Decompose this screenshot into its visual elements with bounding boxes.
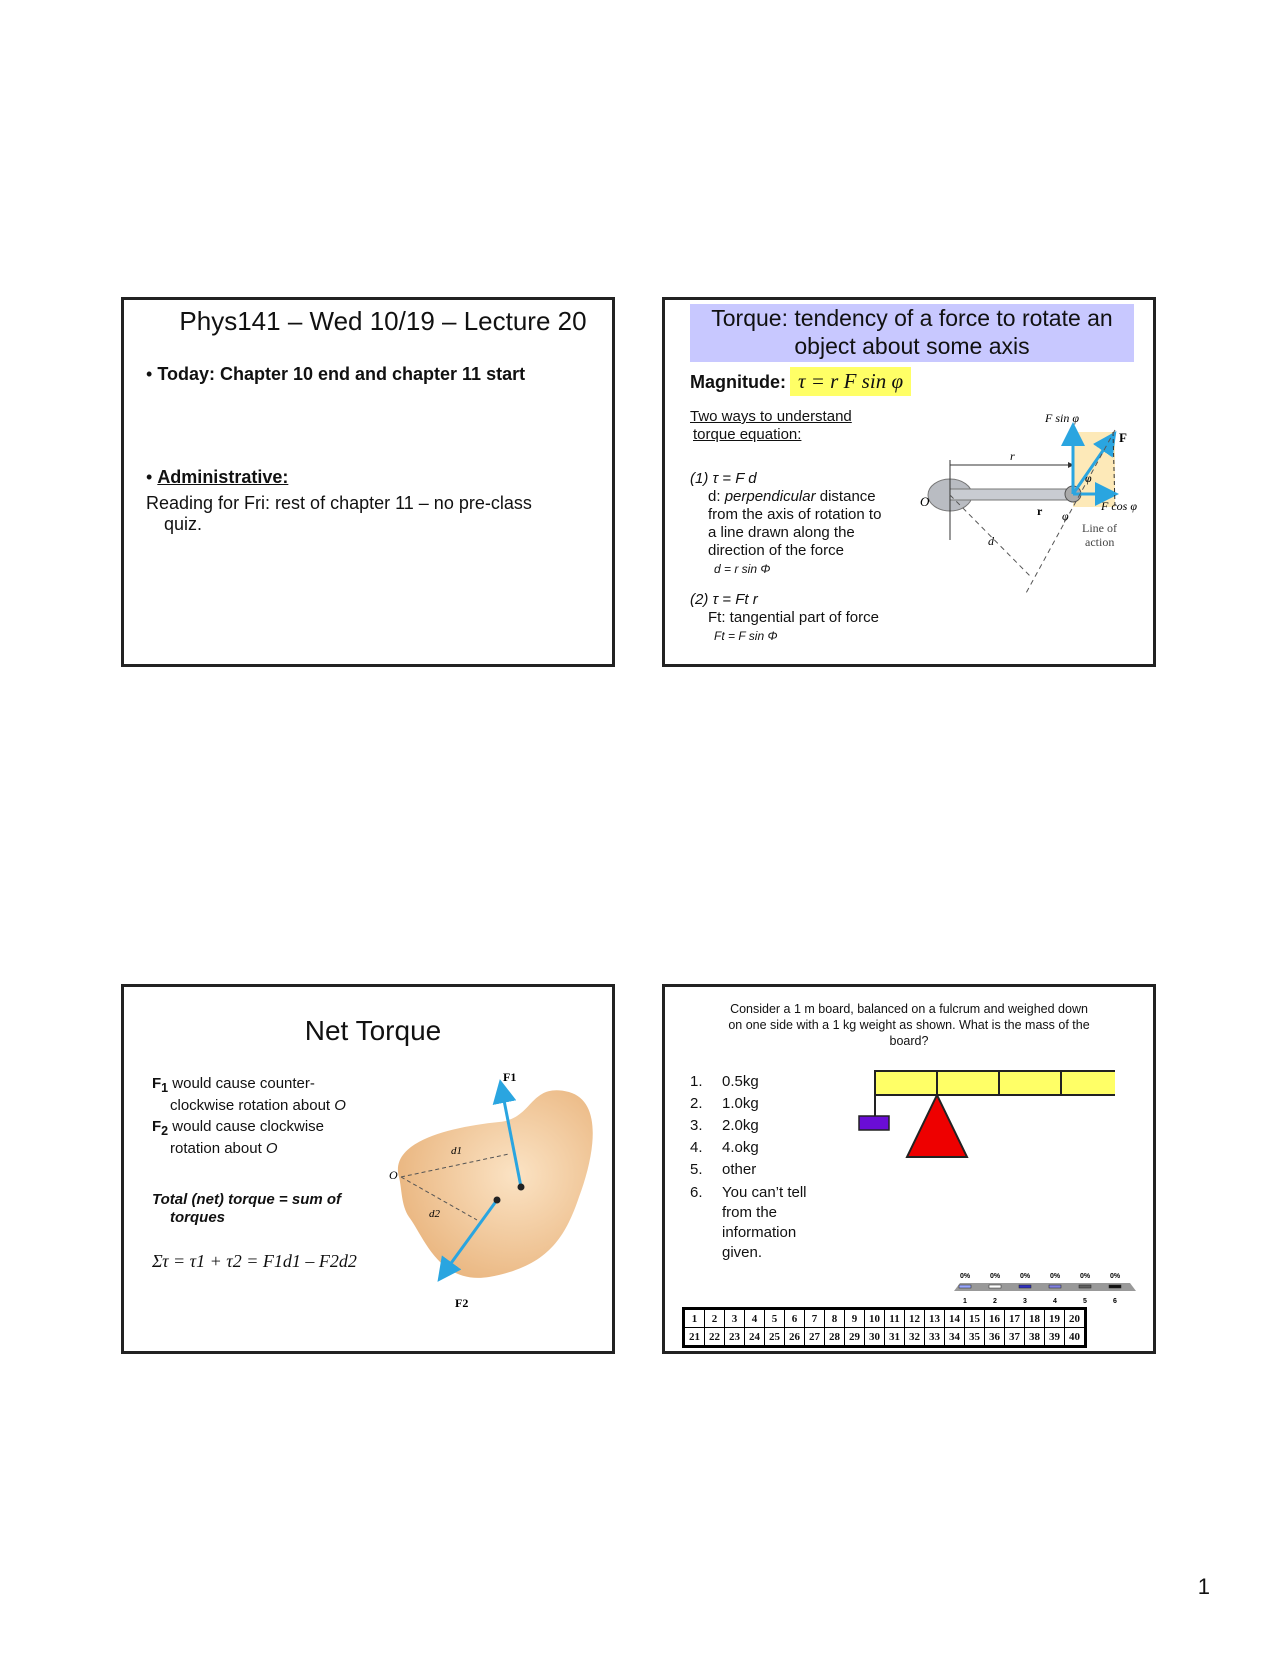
way1-label: (1) τ = F d (690, 470, 757, 487)
grid-cell: 40 (1065, 1328, 1085, 1346)
grid-cell: 37 (1005, 1328, 1025, 1346)
slide-net-torque (121, 984, 615, 1354)
grid-cell: 27 (805, 1328, 825, 1346)
question-line: on one side with a 1 kg weight as shown. What is the mass of the (728, 1018, 1090, 1032)
poll-label: 4 (1053, 1298, 1057, 1305)
poll-label: 1 (963, 1298, 967, 1305)
grid-cell: 7 (805, 1310, 825, 1328)
total-line: torques (170, 1209, 226, 1226)
page-number: 1 (1197, 1574, 1210, 1599)
poll-label: 2 (993, 1298, 997, 1305)
way1-desc-line: a line drawn along the (708, 524, 855, 541)
board-fulcrum-figure (845, 1067, 1115, 1167)
poll-base (954, 1283, 1136, 1291)
wrench-handle (950, 489, 1073, 500)
grid-cell: 9 (845, 1310, 865, 1328)
label-phi-2: φ (1062, 509, 1069, 523)
option-number: 2. (690, 1095, 703, 1112)
label-fcos: F cos φ (1101, 499, 1137, 513)
grid-cell: 38 (1025, 1328, 1045, 1346)
label-o: O (389, 1168, 398, 1182)
magnitude-label: Magnitude: (690, 372, 786, 392)
slide-title: Phys141 – Wed 10/19 – Lecture 20 (179, 306, 587, 336)
option-row (690, 1137, 840, 1159)
grid-cell: 16 (985, 1310, 1005, 1328)
grid-cell: 33 (925, 1328, 945, 1346)
label-phi: φ (1085, 471, 1092, 485)
grid-cell: 13 (925, 1310, 945, 1328)
title-line: Torque: tendency of a force to rotate an (711, 305, 1113, 331)
grid-cell: 15 (965, 1310, 985, 1328)
grid-cell: 25 (765, 1328, 785, 1346)
option-number: 6. (690, 1184, 703, 1201)
total-torque-statement (152, 1191, 341, 1227)
grid-cell: 36 (985, 1328, 1005, 1346)
f2-point (494, 1197, 501, 1204)
grid-row (685, 1310, 1085, 1328)
grid-cell: 14 (945, 1310, 965, 1328)
reading-line: quiz. (164, 514, 203, 534)
poll-percent: 0% (1109, 1273, 1121, 1280)
f1-point (518, 1184, 525, 1191)
way1-desc-line: direction of the force (708, 542, 844, 559)
grid-cell: 18 (1025, 1310, 1045, 1328)
irregular-body-figure (369, 1067, 609, 1317)
title-line: object about some axis (794, 333, 1030, 359)
label-f2: F2 (455, 1296, 469, 1310)
poll-bar (989, 1285, 1001, 1288)
poll-bar (1019, 1285, 1031, 1288)
grid-cell: 22 (705, 1328, 725, 1346)
f2-text: would cause clockwise (168, 1118, 325, 1135)
label-d: d (988, 534, 994, 548)
grid-cell: 2 (705, 1310, 725, 1328)
way2-formula: Ft = F sin Φ (714, 629, 778, 643)
net-torque-formula: Στ = τ1 + τ2 = F1d1 – F2d2 (152, 1251, 357, 1271)
magnitude-formula: τ = r F sin φ (790, 367, 911, 396)
grid-cell: 31 (885, 1328, 905, 1346)
poll-bar (1079, 1285, 1091, 1288)
ways-heading (690, 408, 852, 444)
bullet-today (146, 364, 525, 385)
poll-label: 5 (1083, 1298, 1087, 1305)
grid-cell: 1 (685, 1310, 705, 1328)
way1-desc-rest: distance (815, 488, 876, 505)
option-text: 1.0kg (722, 1095, 759, 1112)
way1-desc-prefix: d: (708, 488, 725, 505)
grid-cell: 12 (905, 1310, 925, 1328)
f2-description (152, 1118, 324, 1158)
grid-cell: 30 (865, 1328, 885, 1346)
grid-cell: 23 (725, 1328, 745, 1346)
question-line: board? (889, 1034, 929, 1048)
weight-block (859, 1116, 889, 1130)
poll-percent: 0% (959, 1273, 971, 1280)
grid-cell: 8 (825, 1310, 845, 1328)
label-d1: d1 (451, 1145, 462, 1157)
poll-percent: 0% (1019, 1273, 1031, 1280)
reading-line: Reading for Fri: rest of chapter 11 – no pre-class (146, 493, 532, 513)
way1-desc-line: from the axis of rotation to (708, 506, 882, 523)
bullet-dot: • (146, 467, 158, 487)
answer-options (690, 1071, 840, 1263)
way-1 (690, 470, 881, 578)
grid-cell: 6 (785, 1310, 805, 1328)
question-text (685, 1001, 1133, 1049)
label-r-top: r (1010, 449, 1015, 463)
way1-formula: d = r sin Φ (714, 562, 771, 576)
label-fsin: F sin φ (1045, 411, 1079, 425)
grid-cell: 34 (945, 1328, 965, 1346)
poll-bar (1049, 1285, 1061, 1288)
bullet-administrative (146, 467, 288, 488)
fulcrum (907, 1095, 967, 1157)
option-row (690, 1093, 840, 1115)
grid-cell: 5 (765, 1310, 785, 1328)
grid-cell: 20 (1065, 1310, 1085, 1328)
grid-cell: 35 (965, 1328, 985, 1346)
slide-board-question (662, 984, 1156, 1354)
option-number: 5. (690, 1161, 703, 1178)
grid-cell: 10 (865, 1310, 885, 1328)
poll-percent: 0% (989, 1273, 1001, 1280)
option-text: 0.5kg (722, 1073, 759, 1090)
label-o: O (920, 494, 930, 509)
poll-bar (1109, 1285, 1121, 1288)
grid-cell: 24 (745, 1328, 765, 1346)
ways-line: Two ways to understand (690, 408, 852, 425)
f1-description (152, 1075, 346, 1115)
grid-cell: 26 (785, 1328, 805, 1346)
label-r-vector: r (1037, 504, 1043, 518)
grid-cell: 3 (725, 1310, 745, 1328)
reading-note (146, 493, 532, 535)
grid-cell: 32 (905, 1328, 925, 1346)
option-text: 4.okg (722, 1139, 759, 1156)
label-f1: F1 (503, 1070, 517, 1084)
f1-symbol: $F_1$ (152, 1075, 169, 1095)
poll-label: 6 (1113, 1298, 1117, 1305)
option-text: other (722, 1161, 757, 1178)
label-line-of: Line of (1082, 521, 1117, 535)
bullet-dot: • (146, 364, 158, 384)
poll-bar (959, 1285, 971, 1288)
way1-desc-italic: perpendicular (724, 488, 816, 505)
grid-row (685, 1328, 1085, 1346)
way-2 (690, 591, 879, 645)
option-row (690, 1115, 840, 1137)
grid-cell: 28 (825, 1328, 845, 1346)
response-grid (684, 1309, 1085, 1346)
grid-cell: 17 (1005, 1310, 1025, 1328)
grid-cell: 21 (685, 1328, 705, 1346)
f1-text: would cause counter- (168, 1075, 315, 1092)
bullet-text: Administrative: (157, 467, 289, 487)
poll-percent: 0% (1079, 1273, 1091, 1280)
board (875, 1071, 1115, 1095)
f2-symbol: $F_2$ (152, 1118, 169, 1138)
bullet-text: Today: Chapter 10 end and chapter 11 start (157, 364, 526, 384)
grid-cell: 39 (1045, 1328, 1065, 1346)
f2-text: rotation about (170, 1140, 266, 1157)
total-line: Total (net) torque = sum of (152, 1191, 342, 1208)
grid-cell: 4 (745, 1310, 765, 1328)
o-symbol: O (265, 1140, 278, 1157)
label-d2: d2 (429, 1208, 440, 1220)
ways-line: torque equation: (693, 426, 802, 443)
option-text: 2.0kg (722, 1117, 759, 1134)
grid-cell: 19 (1045, 1310, 1065, 1328)
option-row (690, 1071, 840, 1093)
option-number: 1. (690, 1073, 703, 1090)
option-row (690, 1183, 840, 1263)
slide-title: Net Torque (304, 1015, 442, 1046)
slide-torque (662, 297, 1156, 667)
option-number: 3. (690, 1117, 703, 1134)
option-number: 4. (690, 1139, 703, 1156)
slide-lecture-title (121, 297, 615, 667)
label-f: F (1119, 430, 1127, 445)
f1-text: clockwise rotation about (170, 1097, 335, 1114)
wrench-torque-figure (915, 410, 1140, 600)
grid-cell: 29 (845, 1328, 865, 1346)
poll-label: 3 (1023, 1298, 1027, 1305)
response-poll-chart (950, 1269, 1140, 1309)
grid-cell: 11 (885, 1310, 905, 1328)
label-action: action (1085, 535, 1115, 549)
way1-description (690, 488, 881, 560)
way2-description: Ft: tangential part of force (708, 609, 879, 626)
question-line: Consider a 1 m board, balanced on a fulcrum and weighed down (730, 1002, 1088, 1016)
slide-title (690, 304, 1134, 362)
way2-label: (2) τ = Ft r (690, 591, 758, 608)
poll-percent: 0% (1049, 1273, 1061, 1280)
o-symbol: O (334, 1097, 346, 1114)
option-row (690, 1159, 840, 1181)
rigid-body (398, 1090, 593, 1278)
option-text: You can’t tell from the information given. (722, 1184, 807, 1261)
